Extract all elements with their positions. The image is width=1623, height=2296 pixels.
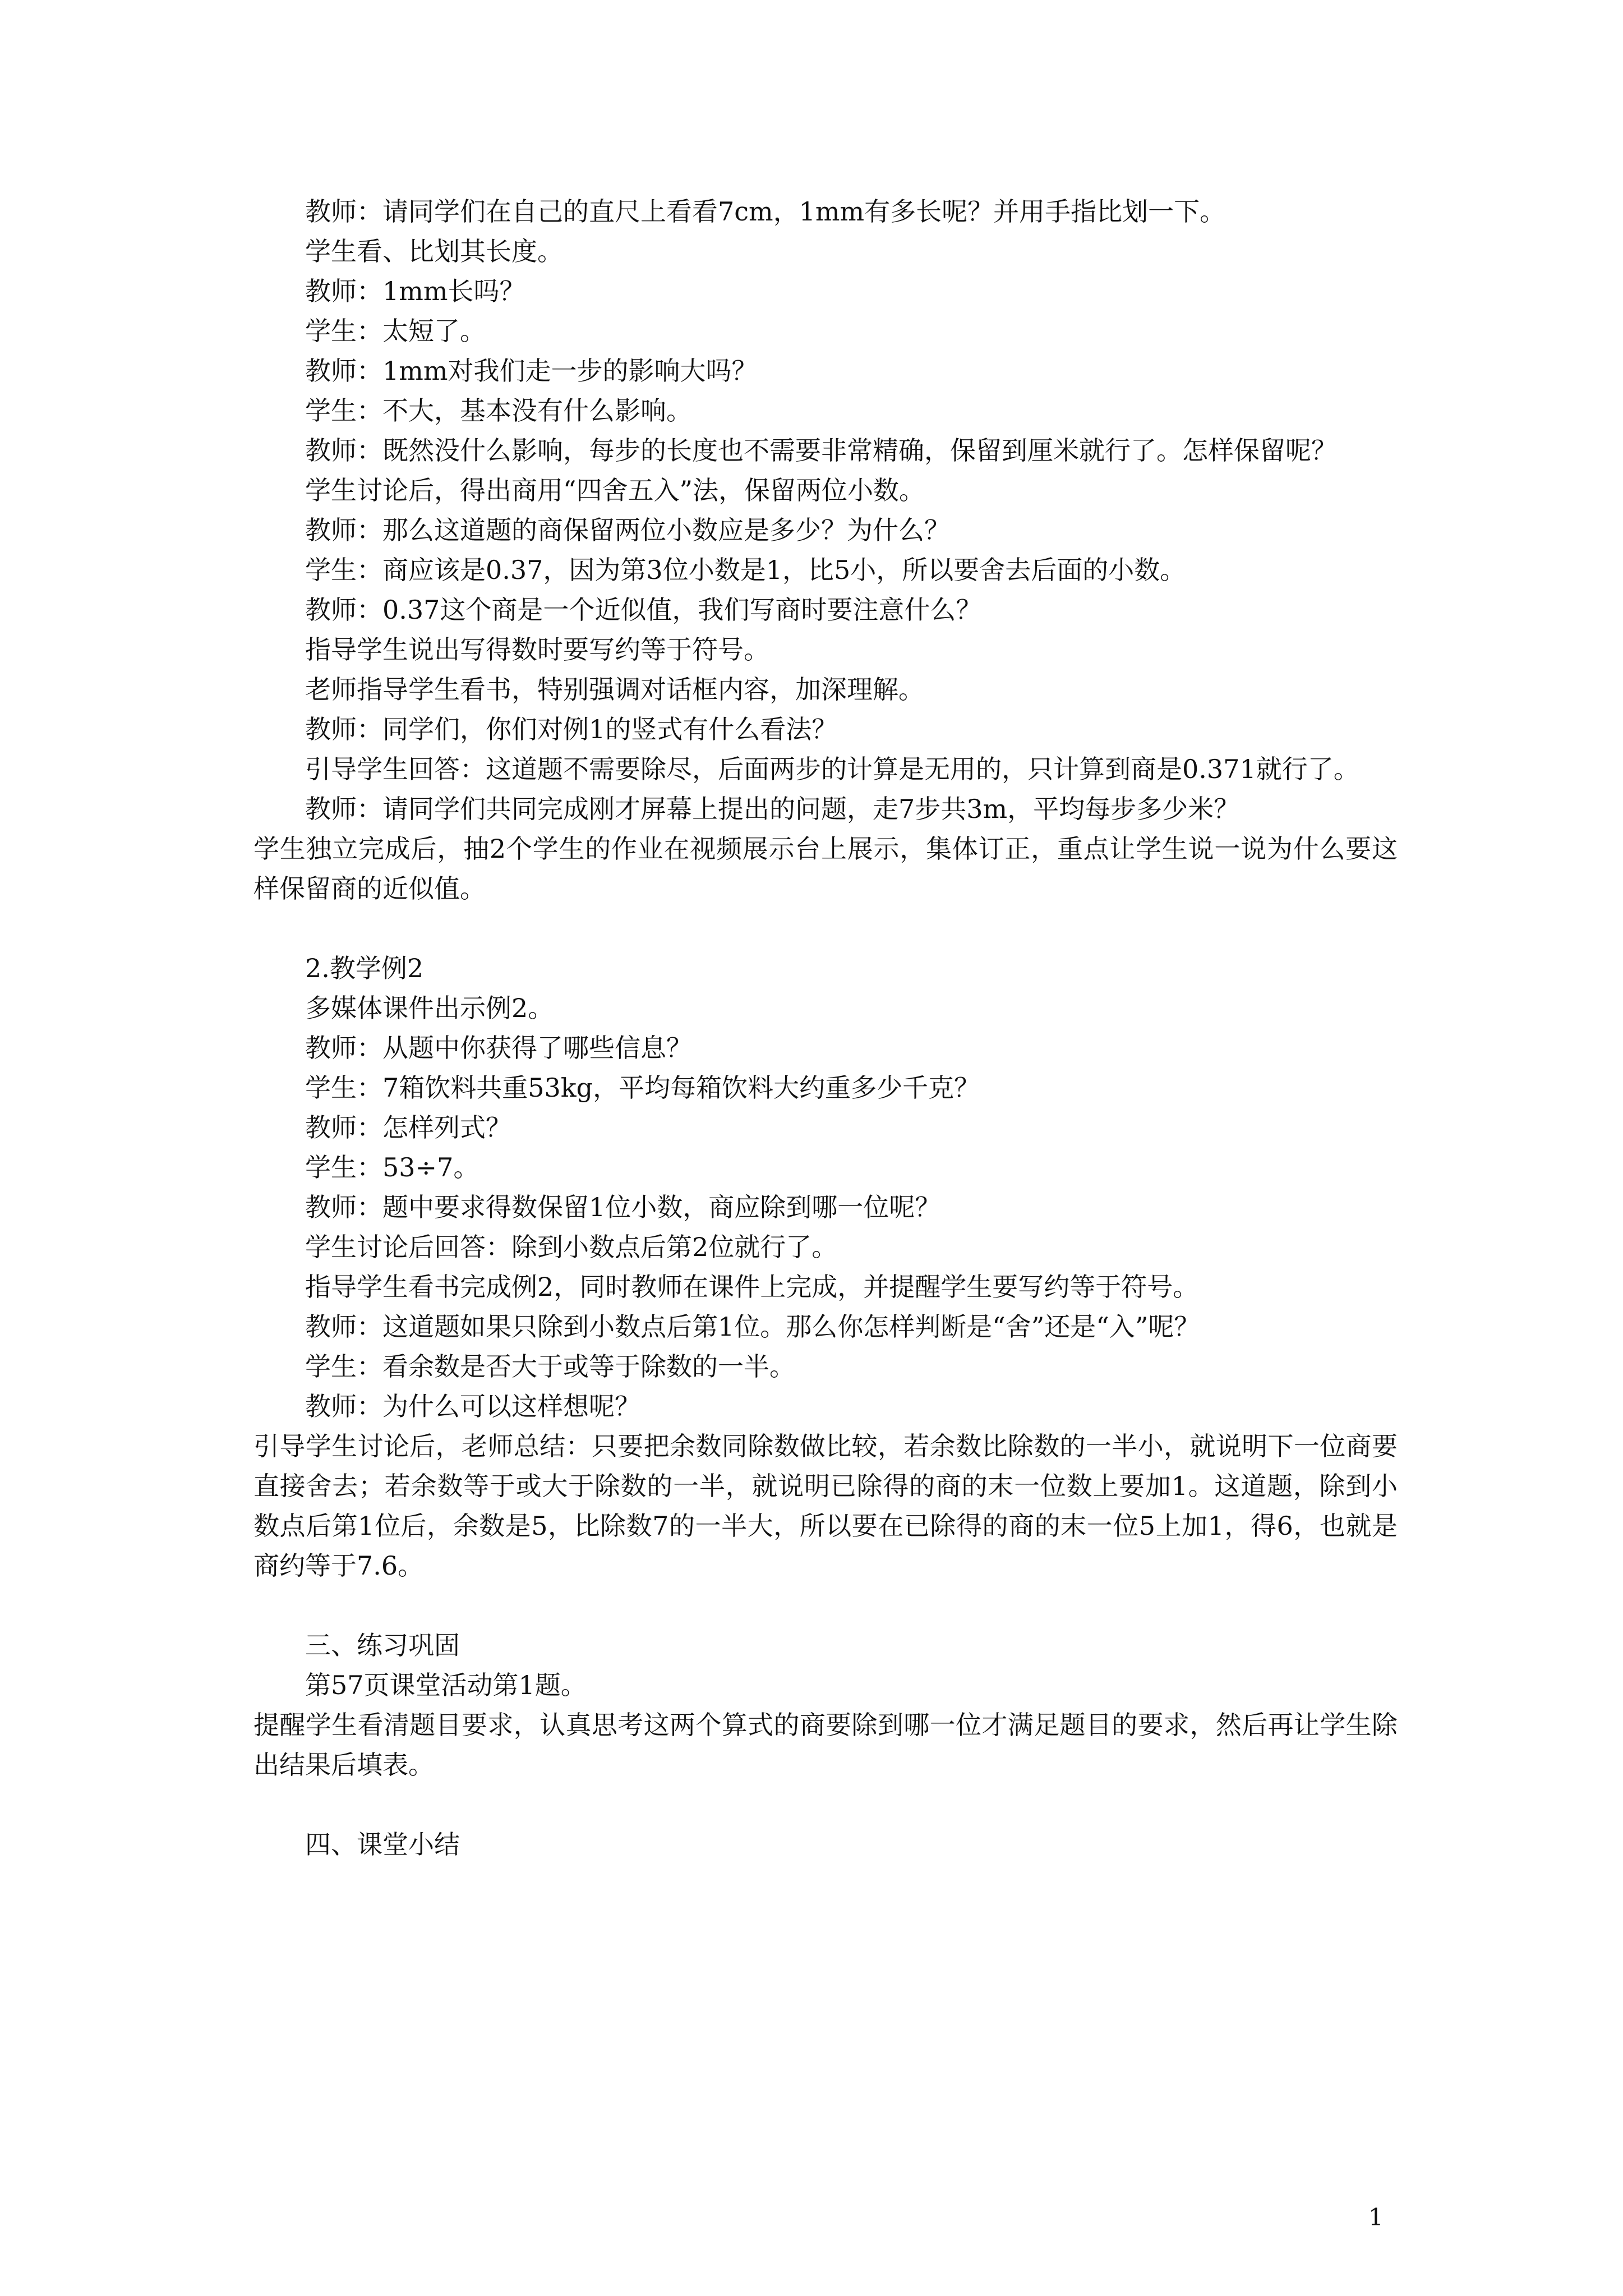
paragraph: 学生讨论后，得出商用“四舍五入”法，保留两位小数。 xyxy=(305,475,925,505)
paragraph: 学生：看余数是否大于或等于除数的一半。 xyxy=(305,1351,795,1382)
paragraph: 学生：太短了。 xyxy=(305,316,486,346)
section-heading: 2.教学例2 xyxy=(305,953,424,983)
paragraph: 第57页课堂活动第1题。 xyxy=(305,1670,587,1700)
paragraph: 引导学生讨论后，老师总结：只要把余数同除数做比较，若余数比除数的一半小，就说明下一位商要直接舍去；若余数等于或大于除数的一半，就说明已除得的商的末一位数上要加1。这道题，除到小数点后第1位后，余数是5，比除数7的一半大，所以要在已除得的商的末一位5上加1，得6，也就是商约等于7.6。 xyxy=(253,1431,1398,1581)
document-body xyxy=(253,192,1398,1865)
paragraph: 教师：请同学们共同完成刚才屏幕上提出的问题，走7步共3m，平均每步多少米？ xyxy=(305,794,1240,824)
blank-line xyxy=(253,909,1398,949)
paragraph: 学生：53÷7。 xyxy=(305,1152,479,1182)
paragraph: 教师：题中要求得数保留1位小数，商应除到哪一位呢？ xyxy=(305,1192,941,1222)
paragraph: 学生：商应该是0.37，因为第3位小数是1，比5小，所以要舍去后面的小数。 xyxy=(305,555,1186,585)
paragraph: 学生：7箱饮料共重53kg，平均每箱饮料大约重多少千克？ xyxy=(305,1073,980,1103)
paragraph: 教师：0.37这个商是一个近似值，我们写商时要注意什么？ xyxy=(305,595,982,625)
paragraph: 教师：1mm对我们走一步的影响大吗？ xyxy=(305,356,758,386)
paragraph: 引导学生回答：这道题不需要除尽，后面两步的计算是无用的，只计算到商是0.371就行了。 xyxy=(305,754,1359,784)
paragraph: 学生：不大，基本没有什么影响。 xyxy=(305,395,692,426)
paragraph: 教师：从题中你获得了哪些信息？ xyxy=(305,1033,692,1063)
paragraph: 学生独立完成后，抽2个学生的作业在视频展示台上展示，集体订正，重点让学生说一说为什么要这样保留商的近似值。 xyxy=(253,834,1398,904)
paragraph: 指导学生看书完成例2，同时教师在课件上完成，并提醒学生要写约等于符号。 xyxy=(305,1272,1199,1302)
blank-line xyxy=(253,1785,1398,1825)
paragraph: 教师：那么这道题的商保留两位小数应是多少？为什么？ xyxy=(305,515,950,545)
paragraph: 教师：同学们，你们对例1的竖式有什么看法？ xyxy=(305,714,838,744)
paragraph: 教师：既然没什么影响，每步的长度也不需要非常精确，保留到厘米就行了。怎样保留呢？ xyxy=(305,435,1337,466)
paragraph: 教师：怎样列式？ xyxy=(305,1112,511,1143)
paragraph: 多媒体课件出示例2。 xyxy=(305,993,554,1023)
paragraph: 学生看、比划其长度。 xyxy=(305,236,563,266)
blank-line xyxy=(253,1586,1398,1626)
paragraph: 指导学生说出写得数时要写约等于符号。 xyxy=(305,634,769,665)
paragraph: 教师：请同学们在自己的直尺上看看7cm，1mm有多长呢？并用手指比划一下。 xyxy=(305,196,1226,227)
paragraph: 教师：为什么可以这样想呢？ xyxy=(305,1391,640,1421)
page-number: 1 xyxy=(1368,2203,1384,2231)
paragraph: 提醒学生看清题目要求，认真思考这两个算式的商要除到哪一位才满足题目的要求，然后再让学生除出结果后填表。 xyxy=(253,1710,1398,1780)
section-heading: 三、练习巩固 xyxy=(305,1630,460,1660)
paragraph: 教师：1mm长吗？ xyxy=(305,276,525,306)
paragraph: 老师指导学生看书，特别强调对话框内容，加深理解。 xyxy=(305,674,924,705)
section-heading: 四、课堂小结 xyxy=(305,1829,460,1860)
paragraph: 学生讨论后回答：除到小数点后第2位就行了。 xyxy=(305,1232,838,1262)
paragraph: 教师：这道题如果只除到小数点后第1位。那么你怎样判断是“舍”还是“入”呢？ xyxy=(305,1312,1200,1342)
